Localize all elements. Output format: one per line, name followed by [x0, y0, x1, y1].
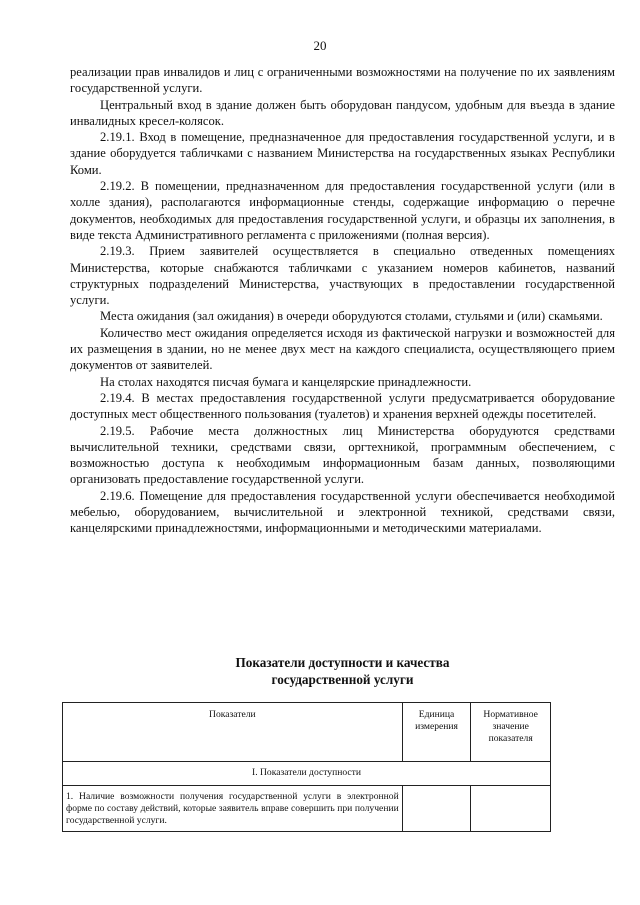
paragraph-2-19-1: 2.19.1. Вход в помещение, предназначенное для предоставления государственной услуги, и в здание оборудуется табличками с названием Министерства на государственных языках Республики Коми. — [70, 130, 615, 177]
paragraph: Места ожидания (зал ожидания) в очереди оборудуются столами, стульями и (или) скамьями. — [100, 309, 603, 324]
indicators-table — [62, 702, 551, 832]
section-heading-line-1: Показатели доступности и качества — [235, 655, 450, 670]
value-cell — [471, 786, 551, 832]
section-heading — [70, 654, 615, 688]
paragraph: Центральный вход в здание должен быть оборудован пандусом, удобным для въезда в здание инвалидных кресел-колясок. — [70, 97, 615, 128]
header-normative-value: Нормативное значение показателя — [471, 703, 551, 762]
paragraph-2-19-2: 2.19.2. В помещении, предназначенном для предоставления государственной услуги (или в холле здания), располагаются информационные стенды, содержащие информацию о перечне документов, необходимых для предоставления государственной услуги, и образцы их заполнения, в виде текста Административного регламента с приложениями (полная версия). — [70, 179, 615, 242]
paragraph: Количество мест ожидания определяется исходя из фактической нагрузки и возможностей для их размещения в здании, но не менее двух мест на каждого специалиста, осуществляющего прием документов от заявителей. — [70, 325, 615, 373]
paragraph-2-19-5: 2.19.5. Рабочие места должностных лиц Министерства оборудуются средствами вычислительной техники, средствами связи, оргтехникой, программным обеспечением, с возможностью доступа к необходимым информационным базам данных, позволяющими организовать предоставление государственной услуги. — [70, 423, 615, 487]
page-number: 20 — [313, 38, 327, 53]
table-row — [63, 786, 551, 832]
paragraph: На столах находятся писчая бумага и канцелярские принадлежности. — [100, 374, 472, 389]
paragraph-2-19-3: 2.19.3. Прием заявителей осуществляется в специально отведенных помещениях Министерства, которые снабжаются табличками с указанием номеров кабинетов, названий структурных подразделений Министерства, участвующих в предоставлении государственной услуги. — [70, 244, 615, 308]
header-unit: Единица измерения — [402, 703, 471, 762]
indicator-cell: 1. Наличие возможности получения государственной услуги в электронной форме по составу действий, которые заявитель вправе совершить при получении государственной услуги. — [63, 786, 403, 832]
table-header-row — [63, 703, 551, 762]
table-section-row — [63, 762, 551, 786]
unit-cell — [402, 786, 471, 832]
header-indicators: Показатели — [63, 703, 403, 762]
body-text — [70, 64, 615, 537]
paragraph-2-19-4: 2.19.4. В местах предоставления государственной услуги предусматривается оборудование доступных мест общественного пользования (туалетов) и хранения верхней одежды посетителей. — [70, 390, 615, 422]
section-heading-line-2: государственной услуги — [271, 672, 414, 687]
section-title: I. Показатели доступности — [63, 762, 551, 786]
paragraph-2-19-6: 2.19.6. Помещение для предоставления государственной услуги обеспечивается необходимой мебелью, оборудованием, вычислительной и электронной техникой, средствами связи, канцелярскими принадлежностями, информационными и методическими материалами. — [70, 488, 615, 536]
paragraph: реализации прав инвалидов и лиц с ограниченными возможностями на получение по их заявлениям государственной услуги. — [70, 65, 615, 96]
